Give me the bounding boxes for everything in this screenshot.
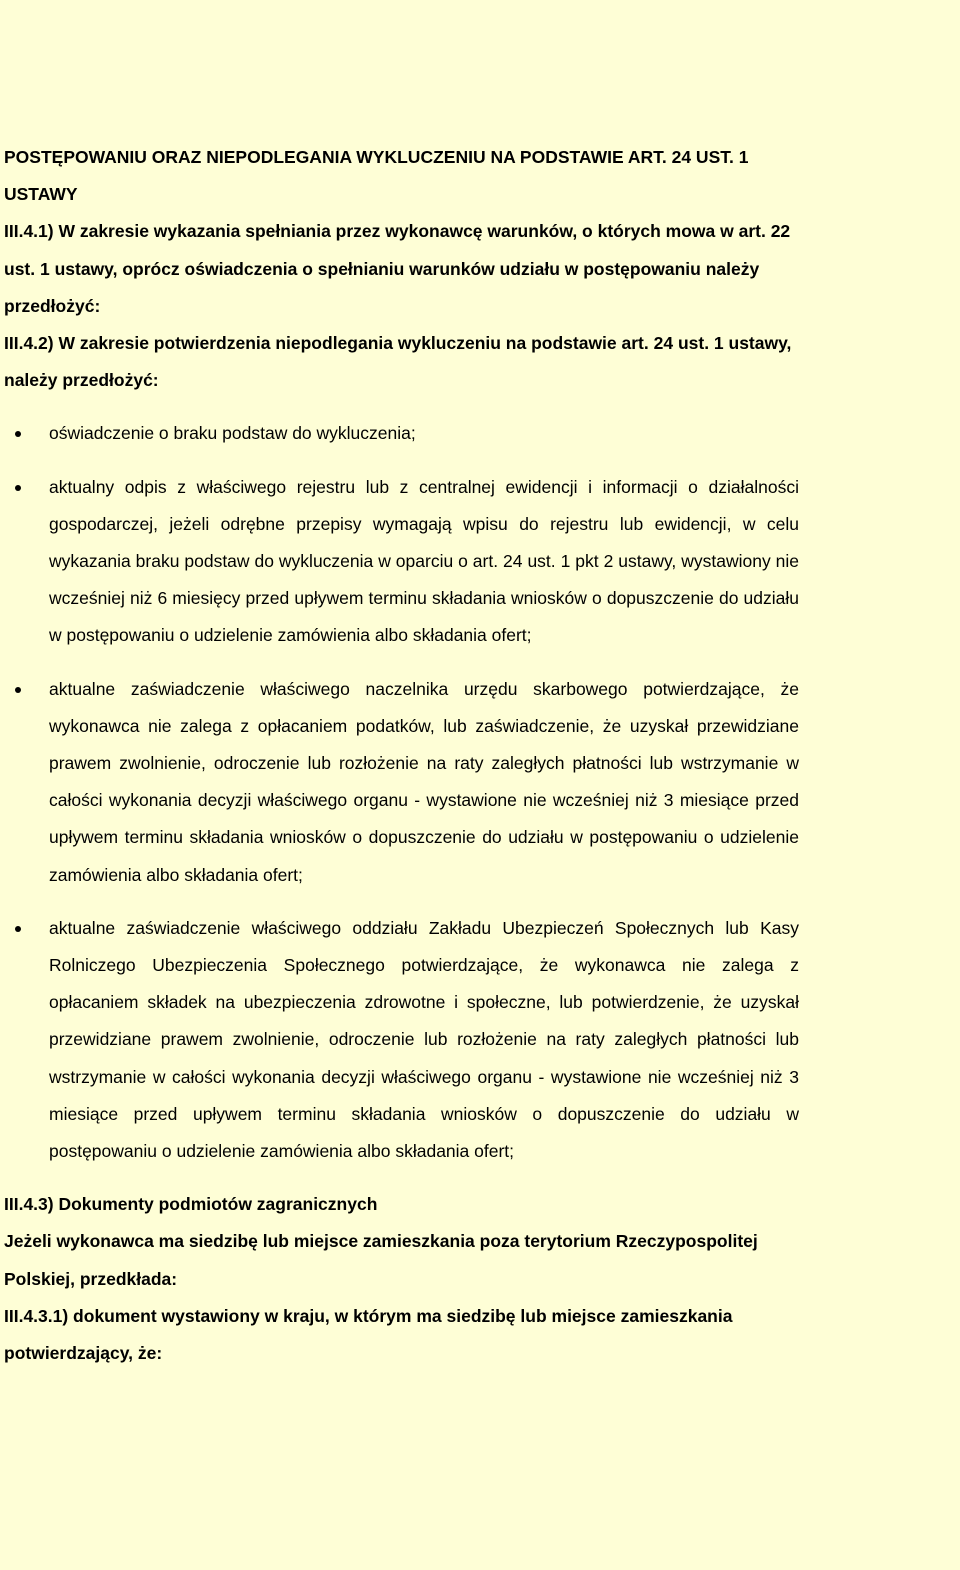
bullet-icon bbox=[15, 485, 21, 491]
section-iii-4-3-1: III.4.3.1) dokument wystawiony w kraju, w którym ma siedzibę lub miejsce zamieszkania potwierdzający, że: bbox=[4, 1305, 733, 1364]
section-iii-4-2: III.4.2) W zakresie potwierdzenia niepodlegania wykluczeniu na podstawie art. 24 ust. 1 ustawy, należy przedłożyć: bbox=[4, 333, 792, 391]
list-item-text: aktualne zaświadczenie właściwego oddziału Zakładu Ubezpieczeń Społecznych lub Kasy Rolniczego Ubezpieczenia Społecznego potwierdzające, że wykonawca nie zalega z opłacaniem składek na ubezpieczenia zdrowotne i społeczne, lub potwierdzenie, że uzyskał przewidziane prawem zwolnienie, odroczenie lub rozłożenie na raty zaległych płatności lub wstrzymanie w całości wykonania decyzji właściwego organu - wystawione nie wcześniej niż 3 miesiące przed upływem terminu składania wniosków o dopuszczenie do udziału w postępowaniu o udzielenie zamówienia albo składania ofert; bbox=[49, 917, 799, 1162]
document-page bbox=[4, 139, 814, 1372]
heading-line-2: USTAWY bbox=[4, 184, 78, 205]
section-iii-4-3: III.4.3) Dokumenty podmiotów zagranicznych bbox=[4, 1194, 378, 1215]
list-item-text: oświadczenie o braku podstaw do wykluczenia; bbox=[49, 423, 416, 444]
list-item bbox=[4, 415, 799, 452]
bullet-icon bbox=[15, 926, 21, 932]
heading-line-1: POSTĘPOWANIU ORAZ NIEPODLEGANIA WYKLUCZENIU NA PODSTAWIE ART. 24 UST. 1 bbox=[4, 147, 749, 167]
bullet-icon bbox=[15, 687, 21, 693]
section-iii-4-3-intro: Jeżeli wykonawca ma siedzibę lub miejsce zamieszkania poza terytorium Rzeczypospolitej Polskiej, przedkłada: bbox=[4, 1231, 758, 1289]
section-iii-4-1: III.4.1) W zakresie wykazania spełniania przez wykonawcę warunków, o których mowa w art. 22 ust. 1 ustawy, oprócz oświadczenia o spełnianiu warunków udziału w postępowaniu należy przedłożyć: bbox=[4, 221, 791, 316]
list-item-text: aktualny odpis z właściwego rejestru lub z centralnej ewidencji i informacji o działalności gospodarczej, jeżeli odrębne przepisy wymagają wpisu do rejestru lub ewidencji, w celu wykazania braku podstaw do wykluczenia w oparciu o art. 24 ust. 1 pkt 2 ustawy, wystawiony nie wcześniej niż 6 miesięcy przed upływem terminu składania wniosków o dopuszczenie do udziału w postępowaniu o udzielenie zamówienia albo składania ofert; bbox=[49, 476, 799, 646]
list-item-text: aktualne zaświadczenie właściwego naczelnika urzędu skarbowego potwierdzające, że wykonawca nie zalega z opłacaniem podatków, lub zaświadczenie, że uzyskał przewidziane prawem zwolnienie, odroczenie lub rozłożenie na raty zaległych płatności lub wstrzymanie w całości wykonania decyzji właściwego organu - wystawione nie wcześniej niż 3 miesiące przed upływem terminu składania wniosków o dopuszczenie do udziału w postępowaniu o udzielenie zamówienia albo składania ofert; bbox=[49, 678, 799, 885]
list-item bbox=[4, 910, 799, 1170]
list-item bbox=[4, 671, 799, 894]
list-item bbox=[4, 469, 799, 655]
bullet-icon bbox=[15, 431, 21, 437]
required-documents-list bbox=[4, 415, 814, 1170]
